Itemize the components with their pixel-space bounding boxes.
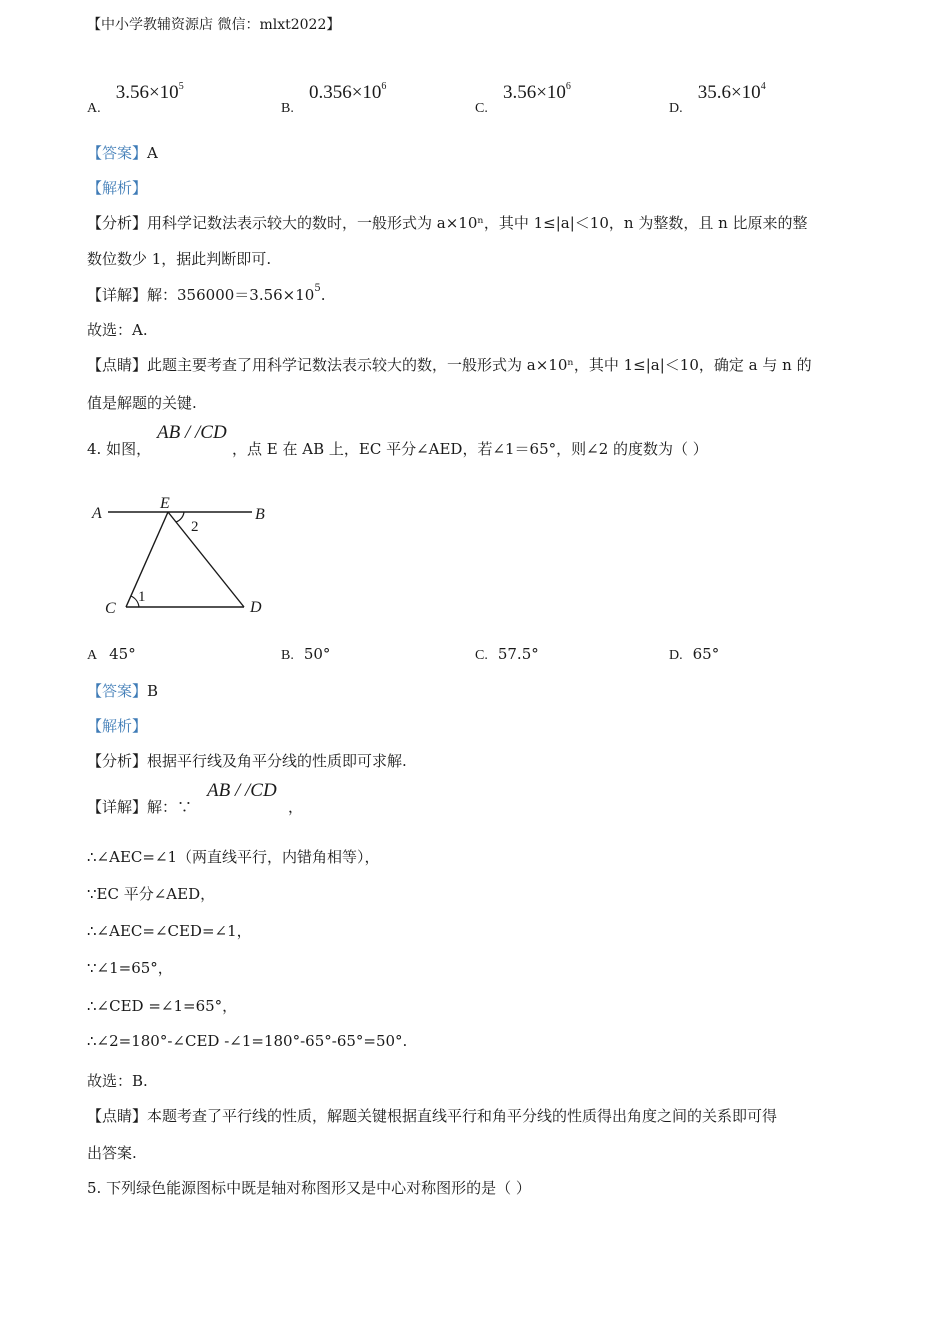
q4-option-c[interactable]: C. 57.5° xyxy=(475,645,539,663)
q4-guxuan: 故选：B. xyxy=(87,1072,148,1090)
option-math: $0.356\times 10^6$ xyxy=(308,81,387,103)
label-d: D xyxy=(250,599,262,616)
label-angle-2: 2 xyxy=(191,519,199,535)
label-e: E xyxy=(160,495,170,512)
q3-dianjing-line1: 【点睛】此题主要考查了用科学记数法表示较大的数，一般形式为 a×10ⁿ，其中 1≤|a|＜10，确定 a 与 n 的 xyxy=(87,356,812,374)
q4-xiangjie-prefix: 【详解】解：∵ xyxy=(87,798,193,816)
q4-stem-math: AB / /CD xyxy=(157,422,227,443)
q4-stem-suffix: ，点 E 在 AB 上，EC 平分∠AED，若∠1＝65°，则∠2 的度数为（ ） xyxy=(232,440,708,458)
header-watermark: 【中小学教辅资源店 微信：mlxt2022】 xyxy=(87,17,341,33)
q4-step: ∴∠CED =∠1=65°， xyxy=(87,997,238,1015)
q4-step: ∴∠AEC=∠1（两直线平行，内错角相等）， xyxy=(87,848,380,866)
label-c: C xyxy=(105,600,116,617)
q4-dianjing-line1: 【点睛】本题考查了平行线的性质，解题关键根据直线平行和角平分线的性质得出角度之间的关系即可得 xyxy=(87,1107,778,1125)
q4-xiangjie-suffix: ， xyxy=(288,798,304,816)
q3-answer: 【答案】A xyxy=(87,144,158,162)
q3-fenxi-line2: 数位数少 1，据此判断即可. xyxy=(87,250,272,268)
segment-ec xyxy=(126,512,168,607)
q4-option-b[interactable]: B. 50° xyxy=(281,645,331,663)
q5-stem: 5. 下列绿色能源图标中既是轴对称图形又是中心对称图形的是（ ） xyxy=(87,1179,531,1197)
label-angle-1: 1 xyxy=(138,589,146,605)
q4-answer: 【答案】B xyxy=(87,682,159,700)
option-math: $3.56\times 10^6$ xyxy=(502,81,571,103)
q4-step: ∴∠AEC=∠CED=∠1， xyxy=(87,922,252,940)
q3-option-b[interactable]: B. $0.356\times 10^6$ xyxy=(281,81,387,116)
q4-xiangjie-math: AB / /CD xyxy=(207,780,277,801)
q4-option-a[interactable]: A 45° xyxy=(87,645,136,663)
q4-stem-prefix: 4. 如图， xyxy=(87,440,152,458)
q4-step: ∵EC 平分∠AED， xyxy=(87,885,216,903)
option-math: $35.6\times 10^4$ xyxy=(697,81,766,103)
q4-jiexi-heading: 【解析】 xyxy=(87,717,148,735)
q4-option-d[interactable]: D. 65° xyxy=(669,645,720,663)
q3-dianjing-line2: 值是解题的关键. xyxy=(87,394,197,412)
q3-xiangjie: 【详解】解：$356000=3.56\times 10^5$. xyxy=(87,283,326,304)
angle-2-arc xyxy=(176,512,184,522)
q4-geometry-figure xyxy=(86,488,286,628)
q3-fenxi-line1: 【分析】用科学记数法表示较大的数时，一般形式为 a×10ⁿ，其中 1≤|a|＜10，n 为整数，且 n 比原来的整 xyxy=(87,214,808,232)
segment-ed xyxy=(168,512,244,607)
q3-jiexi-heading: 【解析】 xyxy=(87,179,148,197)
option-math: $3.56\times 10^5$ xyxy=(115,81,184,103)
label-b: B xyxy=(255,506,265,523)
q3-guxuan: 故选：A. xyxy=(87,321,148,339)
q4-dianjing-line2: 出答案. xyxy=(87,1144,137,1162)
q3-option-a[interactable]: A. $3.56\times 10^5$ xyxy=(87,81,184,116)
q3-option-c[interactable]: C. $3.56\times 10^6$ xyxy=(475,81,571,116)
q3-option-d[interactable]: D. $35.6\times 10^4$ xyxy=(669,81,766,116)
q4-step: ∵∠1=65°， xyxy=(87,959,173,977)
label-a: A xyxy=(92,505,102,522)
q4-fenxi: 【分析】根据平行线及角平分线的性质即可求解. xyxy=(87,752,407,770)
q4-step: ∴∠2=180°-∠CED -∠1=180°-65°-65°=50°. xyxy=(87,1032,408,1050)
